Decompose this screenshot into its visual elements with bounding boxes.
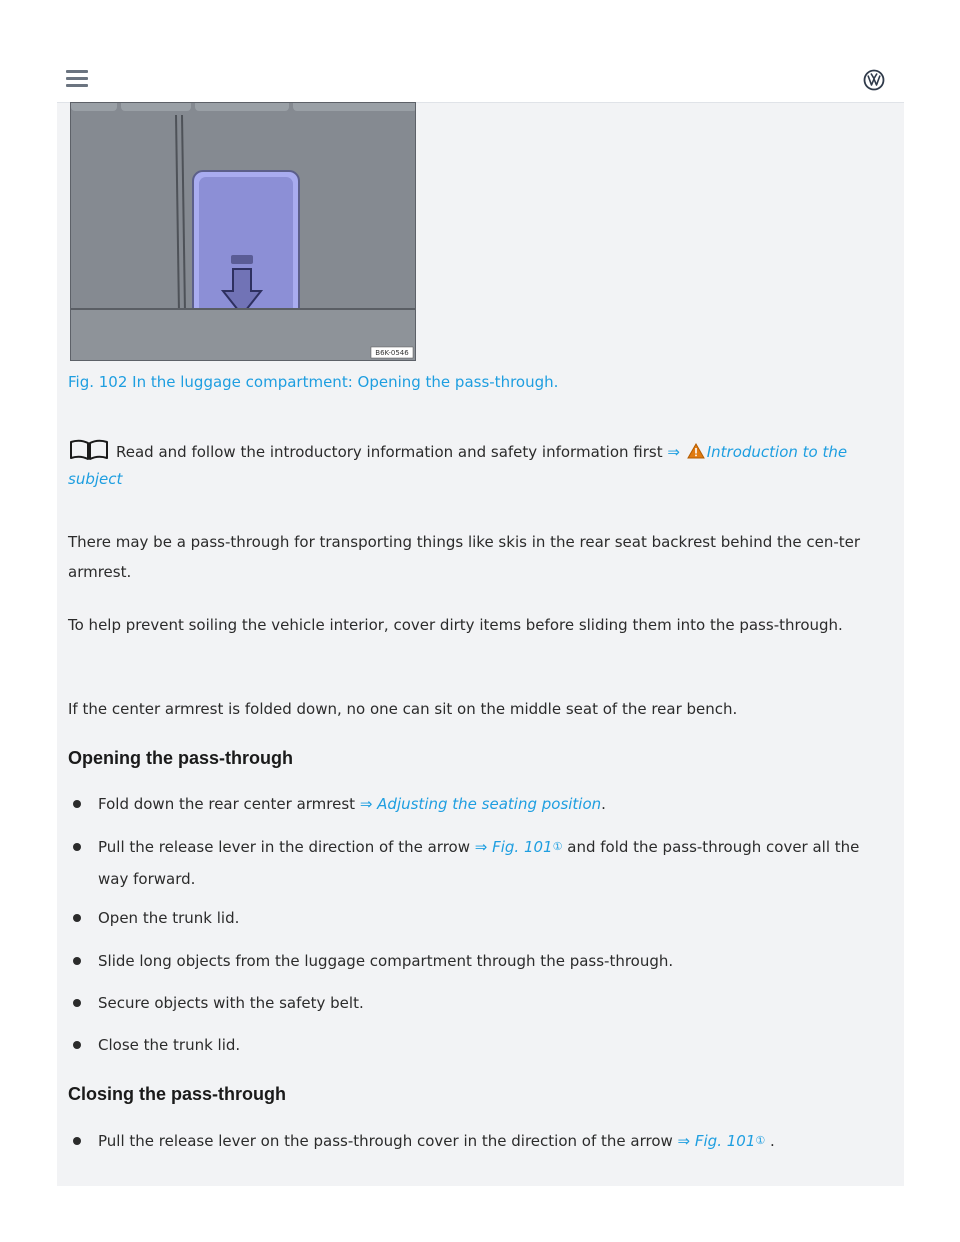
- heading-closing: Closing the pass-through: [68, 1084, 286, 1104]
- figure-image: [70, 102, 416, 361]
- step-pull-lever: Pull the release lever in the direction of the arrow ⇒ Fig. 101① and fold the pass-through cover all the way forward.: [98, 831, 888, 895]
- paragraph-pass-through-intro: There may be a pass-through for transporting things like skis in the rear seat backrest behind the cen-ter armrest.: [68, 533, 861, 581]
- intro-arrow: ⇒: [667, 443, 680, 461]
- step-close-trunk: Close the trunk lid.: [98, 1029, 888, 1061]
- vw-logo-icon[interactable]: [863, 69, 885, 91]
- figure-code: B6K-0546: [375, 349, 409, 357]
- fig-101-link[interactable]: ⇒ Fig. 101①: [474, 838, 563, 856]
- step-secure-objects: Secure objects with the safety belt.: [98, 987, 888, 1019]
- step-open-trunk: Open the trunk lid.: [98, 902, 888, 934]
- figure-caption: Fig. 102 In the luggage compartment: Opening the pass-through.: [68, 373, 559, 391]
- step-fold-armrest: Fold down the rear center armrest ⇒ Adjusting the seating position.: [98, 788, 888, 820]
- book-icon: [68, 439, 110, 461]
- introduction-link[interactable]: Introduction to the subject: [68, 443, 848, 488]
- intro-note: [68, 439, 888, 493]
- pass-through-illustration: [71, 103, 416, 361]
- adjusting-seating-link[interactable]: ⇒ Adjusting the seating position: [359, 795, 602, 813]
- paragraph-soiling: To help prevent soiling the vehicle interior, cover dirty items before sliding them into the pass-through.: [68, 616, 843, 634]
- heading-opening: Opening the pass-through: [68, 748, 293, 768]
- fig-101-link-closing[interactable]: ⇒ Fig. 101①: [677, 1132, 766, 1150]
- top-bar: [0, 0, 960, 102]
- paragraph-armrest: If the center armrest is folded down, no one can sit on the middle seat of the rear bench.: [68, 700, 738, 718]
- intro-text: Read and follow the introductory information and safety information first: [116, 443, 663, 461]
- step-slide-objects: Slide long objects from the luggage compartment through the pass-through.: [98, 945, 888, 977]
- warning-triangle-icon: [687, 443, 705, 459]
- hamburger-menu-icon[interactable]: [66, 70, 88, 88]
- step-close-pull-lever: Pull the release lever on the pass-through cover in the direction of the arrow ⇒ Fig. 101① .: [98, 1125, 888, 1157]
